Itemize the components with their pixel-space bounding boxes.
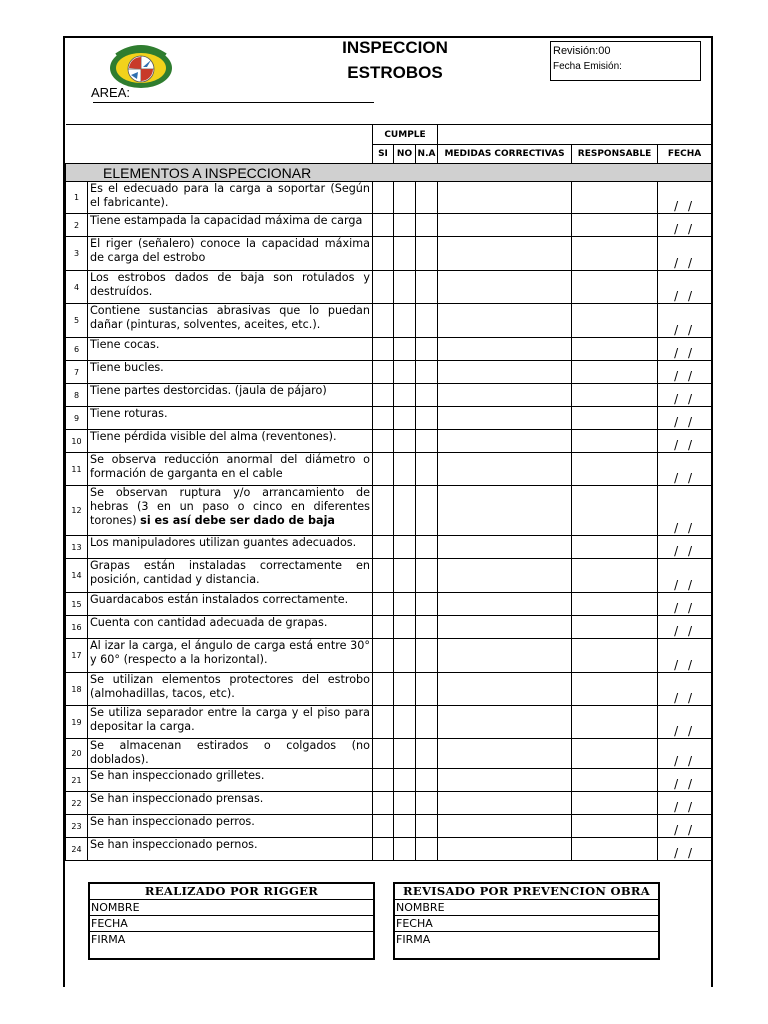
item-number: 7 (66, 361, 88, 384)
item-description (88, 769, 373, 792)
checklist-row (66, 430, 712, 453)
no-checkbox-cell[interactable] (394, 593, 416, 616)
medidas-correctivas-cell[interactable] (438, 384, 572, 407)
revision-box (550, 41, 701, 81)
medidas-correctivas-cell[interactable] (438, 673, 572, 706)
cumple-header-row (66, 125, 712, 145)
item-text: Tiene estampada la capacidad máxima de carga (90, 214, 363, 227)
checklist-row (66, 616, 712, 639)
na-checkbox-cell[interactable] (416, 182, 438, 214)
checklist-row (66, 593, 712, 616)
si-checkbox-cell[interactable] (373, 182, 394, 214)
no-checkbox-cell[interactable] (394, 536, 416, 559)
medidas-correctivas-cell[interactable] (438, 536, 572, 559)
col-si: SI (373, 145, 394, 164)
fecha-cell[interactable]: / / (658, 304, 712, 338)
checklist-row (66, 706, 712, 739)
medidas-correctivas-cell[interactable] (438, 407, 572, 430)
responsable-cell[interactable] (572, 407, 658, 430)
prevention-signature-title: REVISADO POR PREVENCION OBRA (394, 883, 659, 900)
si-checkbox-cell[interactable] (373, 338, 394, 361)
checklist-row (66, 304, 712, 338)
item-description (88, 739, 373, 769)
item-description (88, 407, 373, 430)
na-checkbox-cell[interactable] (416, 815, 438, 838)
item-text: Tiene roturas. (90, 407, 168, 420)
checklist-row (66, 361, 712, 384)
col-no: NO (394, 145, 416, 164)
na-checkbox-cell[interactable] (416, 616, 438, 639)
item-number: 2 (66, 214, 88, 237)
medidas-correctivas-cell[interactable] (438, 304, 572, 338)
rigger-fecha-field[interactable]: FECHA (89, 916, 374, 932)
fecha-cell[interactable]: / / (658, 769, 712, 792)
checklist-row (66, 639, 712, 673)
item-number: 10 (66, 430, 88, 453)
issue-date-label: Fecha Emisión: (553, 61, 622, 72)
item-number: 17 (66, 639, 88, 673)
no-checkbox-cell[interactable] (394, 792, 416, 815)
item-text: Se han inspeccionado grilletes. (90, 769, 265, 782)
responsable-cell[interactable] (572, 536, 658, 559)
checklist-row (66, 407, 712, 430)
no-checkbox-cell[interactable] (394, 453, 416, 486)
fecha-cell[interactable]: / / (658, 271, 712, 304)
medidas-correctivas-cell[interactable] (438, 815, 572, 838)
checklist-row (66, 559, 712, 593)
na-checkbox-cell[interactable] (416, 769, 438, 792)
medidas-correctivas-cell[interactable] (438, 706, 572, 739)
fecha-cell[interactable]: / / (658, 639, 712, 673)
si-checkbox-cell[interactable] (373, 838, 394, 861)
item-text: Se utiliza separador entre la carga y el piso para depositar la carga. (90, 706, 370, 733)
cumple-header: CUMPLE (373, 125, 438, 145)
na-checkbox-cell[interactable] (416, 706, 438, 739)
item-number: 20 (66, 739, 88, 769)
prevention-fecha-field[interactable]: FECHA (394, 916, 659, 932)
fecha-cell[interactable]: / / (658, 338, 712, 361)
responsable-cell[interactable] (572, 838, 658, 861)
item-number: 1 (66, 182, 88, 214)
responsable-cell[interactable] (572, 673, 658, 706)
fecha-cell[interactable]: / / (658, 838, 712, 861)
item-number: 11 (66, 453, 88, 486)
no-checkbox-cell[interactable] (394, 838, 416, 861)
item-description (88, 593, 373, 616)
item-text: Los manipuladores utilizan guantes adecuados. (90, 536, 357, 549)
fecha-cell[interactable]: / / (658, 706, 712, 739)
na-checkbox-cell[interactable] (416, 304, 438, 338)
si-checkbox-cell[interactable] (373, 407, 394, 430)
inspection-form (63, 36, 713, 987)
item-number: 21 (66, 769, 88, 792)
responsable-cell[interactable] (572, 815, 658, 838)
item-text: Tiene cocas. (90, 338, 160, 351)
item-number: 9 (66, 407, 88, 430)
item-text-emphasis: si es así debe ser dado de baja (140, 514, 335, 527)
item-text: Se utilizan elementos protectores del estrobo (almohadillas, tacos, etc). (90, 673, 370, 700)
item-text: Tiene bucles. (90, 361, 164, 374)
item-number: 24 (66, 838, 88, 861)
no-checkbox-cell[interactable] (394, 815, 416, 838)
municipality-logo (107, 42, 175, 90)
item-description (88, 559, 373, 593)
responsable-cell[interactable] (572, 453, 658, 486)
na-checkbox-cell[interactable] (416, 361, 438, 384)
section-row (66, 164, 712, 182)
inspection-table (65, 124, 712, 861)
responsable-cell[interactable] (572, 769, 658, 792)
no-checkbox-cell[interactable] (394, 304, 416, 338)
item-description (88, 673, 373, 706)
prevention-signature-block (393, 882, 660, 960)
medidas-correctivas-cell[interactable] (438, 430, 572, 453)
na-checkbox-cell[interactable] (416, 430, 438, 453)
si-checkbox-cell[interactable] (373, 271, 394, 304)
medidas-correctivas-cell[interactable] (438, 237, 572, 271)
checklist-row (66, 237, 712, 271)
no-checkbox-cell[interactable] (394, 673, 416, 706)
item-description (88, 430, 373, 453)
checklist-row (66, 815, 712, 838)
fecha-cell[interactable]: / / (658, 559, 712, 593)
item-number: 16 (66, 616, 88, 639)
si-checkbox-cell[interactable] (373, 384, 394, 407)
fecha-cell[interactable]: / / (658, 182, 712, 214)
si-checkbox-cell[interactable] (373, 673, 394, 706)
item-description (88, 453, 373, 486)
fecha-cell[interactable]: / / (658, 214, 712, 237)
item-number: 4 (66, 271, 88, 304)
fecha-cell[interactable]: / / (658, 739, 712, 769)
no-checkbox-cell[interactable] (394, 271, 416, 304)
item-text: Contiene sustancias abrasivas que lo puedan dañar (pinturas, solventes, aceites, etc.). (90, 304, 370, 331)
responsable-cell[interactable] (572, 616, 658, 639)
item-number: 13 (66, 536, 88, 559)
item-number: 19 (66, 706, 88, 739)
medidas-correctivas-cell[interactable] (438, 559, 572, 593)
responsable-cell[interactable] (572, 237, 658, 271)
checklist-row (66, 384, 712, 407)
responsable-cell[interactable] (572, 338, 658, 361)
responsable-cell[interactable] (572, 486, 658, 536)
na-checkbox-cell[interactable] (416, 673, 438, 706)
item-number: 15 (66, 593, 88, 616)
si-checkbox-cell[interactable] (373, 616, 394, 639)
fecha-cell[interactable]: / / (658, 792, 712, 815)
no-checkbox-cell[interactable] (394, 559, 416, 593)
no-checkbox-cell[interactable] (394, 739, 416, 769)
checklist-row (66, 838, 712, 861)
si-checkbox-cell[interactable] (373, 769, 394, 792)
no-checkbox-cell[interactable] (394, 237, 416, 271)
document-title-line1: INSPECCION (342, 38, 448, 57)
item-description (88, 214, 373, 237)
si-checkbox-cell[interactable] (373, 559, 394, 593)
item-description (88, 639, 373, 673)
no-checkbox-cell[interactable] (394, 706, 416, 739)
na-checkbox-cell[interactable] (416, 792, 438, 815)
responsable-cell[interactable] (572, 559, 658, 593)
item-number: 3 (66, 237, 88, 271)
section-title: ELEMENTOS A INSPECCIONAR (66, 164, 712, 182)
medidas-correctivas-cell[interactable] (438, 214, 572, 237)
medidas-correctivas-cell[interactable] (438, 182, 572, 214)
item-number: 5 (66, 304, 88, 338)
medidas-correctivas-cell[interactable] (438, 838, 572, 861)
item-text: Se han inspeccionado perros. (90, 815, 255, 828)
checklist-row (66, 486, 712, 536)
si-checkbox-cell[interactable] (373, 361, 394, 384)
checklist-row (66, 769, 712, 792)
medidas-correctivas-cell[interactable] (438, 271, 572, 304)
fecha-cell[interactable]: / / (658, 384, 712, 407)
responsable-cell[interactable] (572, 384, 658, 407)
si-checkbox-cell[interactable] (373, 639, 394, 673)
item-description (88, 486, 373, 536)
no-checkbox-cell[interactable] (394, 430, 416, 453)
si-checkbox-cell[interactable] (373, 792, 394, 815)
fecha-cell[interactable]: / / (658, 536, 712, 559)
item-text: Tiene partes destorcidas. (jaula de pájaro) (90, 384, 327, 397)
responsable-cell[interactable] (572, 214, 658, 237)
item-text: Grapas están instaladas correctamente en posición, cantidad y distancia. (90, 559, 370, 586)
fecha-cell[interactable]: / / (658, 616, 712, 639)
na-checkbox-cell[interactable] (416, 593, 438, 616)
na-checkbox-cell[interactable] (416, 214, 438, 237)
checklist-row (66, 453, 712, 486)
no-checkbox-cell[interactable] (394, 361, 416, 384)
medidas-correctivas-cell[interactable] (438, 338, 572, 361)
item-description (88, 815, 373, 838)
na-checkbox-cell[interactable] (416, 384, 438, 407)
fecha-cell[interactable]: / / (658, 673, 712, 706)
responsable-cell[interactable] (572, 430, 658, 453)
item-description (88, 792, 373, 815)
checklist-row (66, 673, 712, 706)
medidas-correctivas-cell[interactable] (438, 616, 572, 639)
si-checkbox-cell[interactable] (373, 815, 394, 838)
item-description (88, 304, 373, 338)
na-checkbox-cell[interactable] (416, 338, 438, 361)
na-checkbox-cell[interactable] (416, 739, 438, 769)
responsable-cell[interactable] (572, 739, 658, 769)
prevention-firma-field[interactable]: FIRMA (394, 932, 659, 960)
si-checkbox-cell[interactable] (373, 593, 394, 616)
items-body (66, 182, 712, 861)
fecha-cell[interactable]: / / (658, 593, 712, 616)
item-number: 18 (66, 673, 88, 706)
checklist-row (66, 214, 712, 237)
prevention-nombre-field[interactable]: NOMBRE (394, 900, 659, 916)
si-checkbox-cell[interactable] (373, 706, 394, 739)
item-text: Se observan ruptura y/o arrancamiento de hebras (3 en un paso o cinco en diferentes torones) (90, 486, 370, 527)
rigger-nombre-field[interactable]: NOMBRE (89, 900, 374, 916)
checklist-row (66, 271, 712, 304)
na-checkbox-cell[interactable] (416, 639, 438, 673)
no-checkbox-cell[interactable] (394, 384, 416, 407)
item-text: Los estrobos dados de baja son rotulados y destruídos. (90, 271, 370, 298)
responsable-cell[interactable] (572, 706, 658, 739)
na-checkbox-cell[interactable] (416, 486, 438, 536)
checklist-row (66, 536, 712, 559)
fecha-cell[interactable]: / / (658, 430, 712, 453)
item-number: 8 (66, 384, 88, 407)
fecha-cell[interactable]: / / (658, 237, 712, 271)
item-text: Se han inspeccionado prensas. (90, 792, 264, 805)
item-text: Cuenta con cantidad adecuada de grapas. (90, 616, 328, 629)
na-checkbox-cell[interactable] (416, 559, 438, 593)
area-label: AREA: (91, 85, 131, 100)
col-medidas-correctivas: MEDIDAS CORRECTIVAS (438, 145, 572, 164)
item-text: Al izar la carga, el ángulo de carga está entre 30° y 60° (respecto a la horizontal). (90, 639, 370, 666)
si-checkbox-cell[interactable] (373, 739, 394, 769)
medidas-correctivas-cell[interactable] (438, 593, 572, 616)
no-checkbox-cell[interactable] (394, 639, 416, 673)
medidas-correctivas-cell[interactable] (438, 792, 572, 815)
no-checkbox-cell[interactable] (394, 407, 416, 430)
na-checkbox-cell[interactable] (416, 407, 438, 430)
item-description (88, 338, 373, 361)
item-number: 22 (66, 792, 88, 815)
responsable-cell[interactable] (572, 639, 658, 673)
no-checkbox-cell[interactable] (394, 486, 416, 536)
na-checkbox-cell[interactable] (416, 453, 438, 486)
rigger-firma-field[interactable]: FIRMA (89, 932, 374, 960)
responsable-cell[interactable] (572, 304, 658, 338)
area-input-line[interactable] (93, 102, 374, 103)
responsable-cell[interactable] (572, 792, 658, 815)
si-checkbox-cell[interactable] (373, 486, 394, 536)
medidas-correctivas-cell[interactable] (438, 639, 572, 673)
checklist-row (66, 792, 712, 815)
item-description (88, 536, 373, 559)
item-text: Se observa reducción anormal del diámetro o formación de garganta en el cable (90, 453, 370, 480)
revision-label: Revisión:00 (553, 45, 611, 57)
na-checkbox-cell[interactable] (416, 271, 438, 304)
checklist-row (66, 739, 712, 769)
medidas-correctivas-cell[interactable] (438, 739, 572, 769)
medidas-correctivas-cell[interactable] (438, 486, 572, 536)
document-title-line2: ESTROBOS (347, 63, 443, 82)
item-number: 12 (66, 486, 88, 536)
si-checkbox-cell[interactable] (373, 453, 394, 486)
item-number: 6 (66, 338, 88, 361)
item-number: 23 (66, 815, 88, 838)
item-description (88, 838, 373, 861)
item-text: Tiene pérdida visible del alma (reventones). (90, 430, 337, 443)
item-text: Guardacabos están instalados correctamente. (90, 593, 349, 606)
no-checkbox-cell[interactable] (394, 616, 416, 639)
fecha-cell[interactable]: / / (658, 361, 712, 384)
item-text: Se almacenan estirados o colgados (no doblados). (90, 739, 370, 766)
fecha-cell[interactable]: / / (658, 486, 712, 536)
responsable-cell[interactable] (572, 182, 658, 214)
fecha-cell[interactable]: / / (658, 407, 712, 430)
na-checkbox-cell[interactable] (416, 838, 438, 861)
no-checkbox-cell[interactable] (394, 214, 416, 237)
medidas-correctivas-cell[interactable] (438, 361, 572, 384)
column-header-row (66, 145, 712, 164)
responsable-cell[interactable] (572, 271, 658, 304)
col-na: N.A (416, 145, 438, 164)
item-text: Se han inspeccionado pernos. (90, 838, 258, 851)
no-checkbox-cell[interactable] (394, 769, 416, 792)
fecha-cell[interactable]: / / (658, 815, 712, 838)
responsable-cell[interactable] (572, 593, 658, 616)
si-checkbox-cell[interactable] (373, 304, 394, 338)
si-checkbox-cell[interactable] (373, 536, 394, 559)
no-checkbox-cell[interactable] (394, 338, 416, 361)
na-checkbox-cell[interactable] (416, 237, 438, 271)
no-checkbox-cell[interactable] (394, 182, 416, 214)
col-fecha: FECHA (658, 145, 712, 164)
fecha-cell[interactable]: / / (658, 453, 712, 486)
responsable-cell[interactable] (572, 361, 658, 384)
item-description (88, 361, 373, 384)
item-number: 14 (66, 559, 88, 593)
item-description (88, 706, 373, 739)
item-description (88, 182, 373, 214)
checklist-row (66, 182, 712, 214)
medidas-correctivas-cell[interactable] (438, 769, 572, 792)
si-checkbox-cell[interactable] (373, 430, 394, 453)
item-description (88, 384, 373, 407)
item-description (88, 271, 373, 304)
col-responsable: RESPONSABLE (572, 145, 658, 164)
item-description (88, 237, 373, 271)
medidas-correctivas-cell[interactable] (438, 453, 572, 486)
rigger-signature-title: REALIZADO POR RIGGER (89, 883, 374, 900)
item-text: El riger (señalero) conoce la capacidad máxima de carga del estrobo (90, 237, 370, 264)
item-text: Es el edecuado para la carga a soportar (Según el fabricante). (90, 182, 370, 209)
checklist-row (66, 338, 712, 361)
na-checkbox-cell[interactable] (416, 536, 438, 559)
item-description (88, 616, 373, 639)
si-checkbox-cell[interactable] (373, 237, 394, 271)
si-checkbox-cell[interactable] (373, 214, 394, 237)
rigger-signature-block (88, 882, 375, 960)
